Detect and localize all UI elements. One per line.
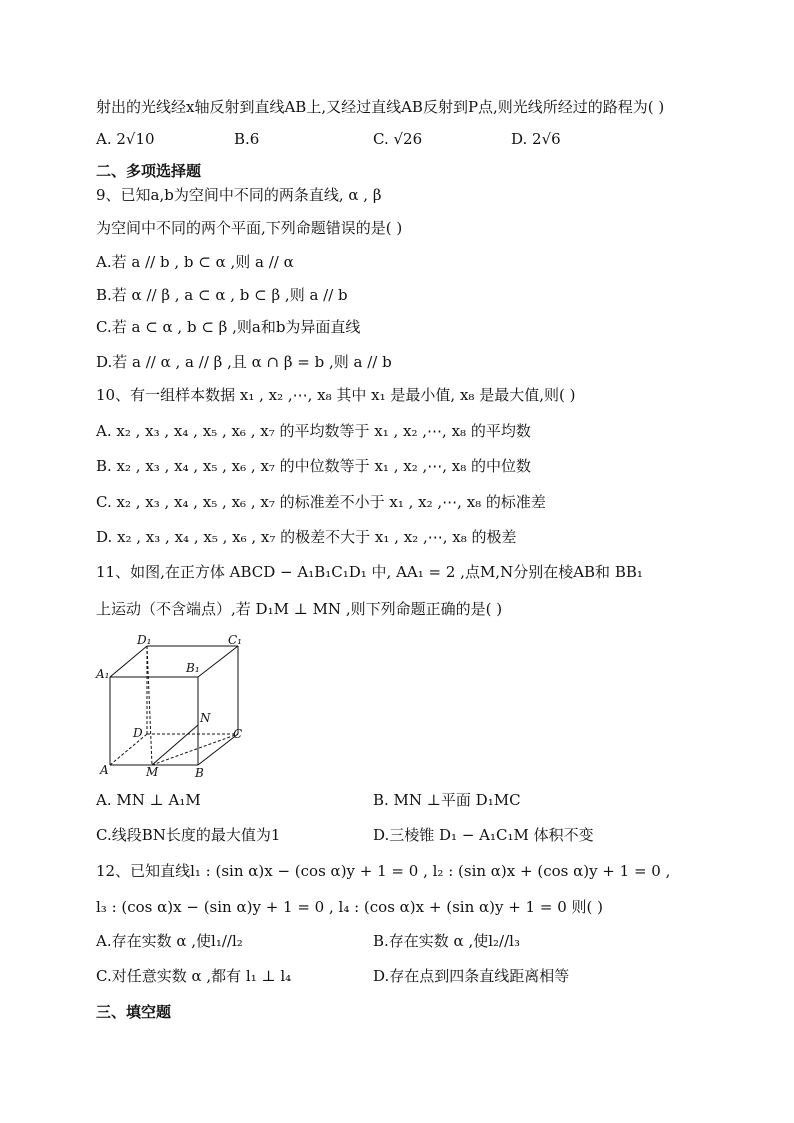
label-d: D (133, 726, 143, 740)
q8-option-c: C. √26 (373, 130, 423, 148)
edge-b1-c1 (198, 646, 238, 677)
q10-option-b: B. x₂ , x₃ , x₄ , x₅ , x₆ , x₇ 的中位数等于 x₁ , x₂ ,⋯, x₈ 的中位数 (96, 457, 532, 475)
label-m: M (146, 765, 159, 779)
q10-stem: 10、有一组样本数据 x₁ , x₂ ,⋯, x₈ 其中 x₁ 是最小值, x₈ 是最大值,则( ) (96, 386, 576, 404)
section-heading-multi-choice: 二、多项选择题 (96, 162, 202, 180)
q9-stem-line1: 9、已知a,b为空间中不同的两条直线, α , β (96, 186, 382, 204)
q8-option-b: B.6 (234, 130, 260, 148)
q10-option-c: C. x₂ , x₃ , x₄ , x₅ , x₆ , x₇ 的标准差不小于 x₁ , x₂ ,⋯, x₈ 的标准差 (96, 493, 546, 511)
q12-option-d: D.存在点到四条直线距离相等 (373, 967, 570, 985)
label-n: N (200, 711, 211, 725)
segment-d1-m (147, 646, 152, 765)
q9-option-c: C.若 a ⊂ α , b ⊂ β ,则a和b为异面直线 (96, 318, 361, 336)
segment-m-c (152, 734, 238, 765)
q8-option-a: A. 2√10 (96, 130, 155, 148)
q12-stem-line2: l₃ : (cos α)x − (sin α)y + 1 = 0 , l₄ : (cos α)x + (sin α)y + 1 = 0 则( ) (96, 898, 603, 916)
q12-option-a: A.存在实数 α ,使l₁//l₂ (96, 932, 243, 950)
label-b: B (195, 766, 204, 780)
cube-figure (94, 630, 254, 780)
q9-option-b: B.若 α // β , a ⊂ α , b ⊂ β ,则 a // b (96, 286, 348, 304)
q11-option-d: D.三棱锥 D₁ − A₁C₁M 体积不变 (373, 826, 594, 844)
edge-a1-d1 (110, 646, 147, 677)
segment-m-n (152, 725, 198, 765)
label-a1: A₁ (96, 667, 110, 681)
q9-stem-line2: 为空间中不同的两个平面,下列命题错误的是( ) (96, 219, 403, 237)
q9-option-d: D.若 a // α , a // β ,且 α ∩ β = b ,则 a // b (96, 353, 392, 371)
q12-stem-line1: 12、已知直线l₁ : (sin α)x − (cos α)y + 1 = 0 , l₂ : (sin α)x + (cos α)y + 1 = 0 , (96, 862, 671, 880)
edge-b-c (198, 734, 238, 765)
q8-option-d: D. 2√6 (511, 130, 561, 148)
q11-option-c: C.线段BN长度的最大值为1 (96, 826, 281, 844)
label-a: A (100, 763, 109, 777)
q12-option-b: B.存在实数 α ,使l₂//l₃ (373, 932, 520, 950)
q8-stem: 射出的光线经x轴反射到直线AB上,又经过直线AB反射到P点,则光线所经过的路程为( ) (96, 98, 665, 116)
q11-stem-line1: 11、如图,在正方体 ABCD − A₁B₁C₁D₁ 中, AA₁ = 2 ,点M,N分别在棱AB和 BB₁ (96, 563, 643, 581)
section-heading-fill-in: 三、填空题 (96, 1003, 172, 1021)
label-c1: C₁ (228, 633, 242, 647)
label-b1: B₁ (186, 661, 200, 675)
q10-option-a: A. x₂ , x₃ , x₄ , x₅ , x₆ , x₇ 的平均数等于 x₁ , x₂ ,⋯, x₈ 的平均数 (96, 422, 531, 440)
q11-stem-line2: 上运动（不含端点）,若 D₁M ⊥ MN ,则下列命题正确的是( ) (96, 600, 503, 618)
q12-option-c: C.对任意实数 α ,都有 l₁ ⊥ l₄ (96, 967, 292, 985)
label-c: C (233, 727, 243, 741)
label-d1: D₁ (137, 633, 152, 647)
q11-option-a: A. MN ⊥ A₁M (96, 791, 201, 809)
q10-option-d: D. x₂ , x₃ , x₄ , x₅ , x₆ , x₇ 的极差不大于 x₁ , x₂ ,⋯, x₈ 的极差 (96, 528, 517, 546)
q11-option-b: B. MN ⊥平面 D₁MC (373, 791, 521, 809)
q9-option-a: A.若 a // b , b ⊂ α ,则 a // α (96, 253, 294, 271)
